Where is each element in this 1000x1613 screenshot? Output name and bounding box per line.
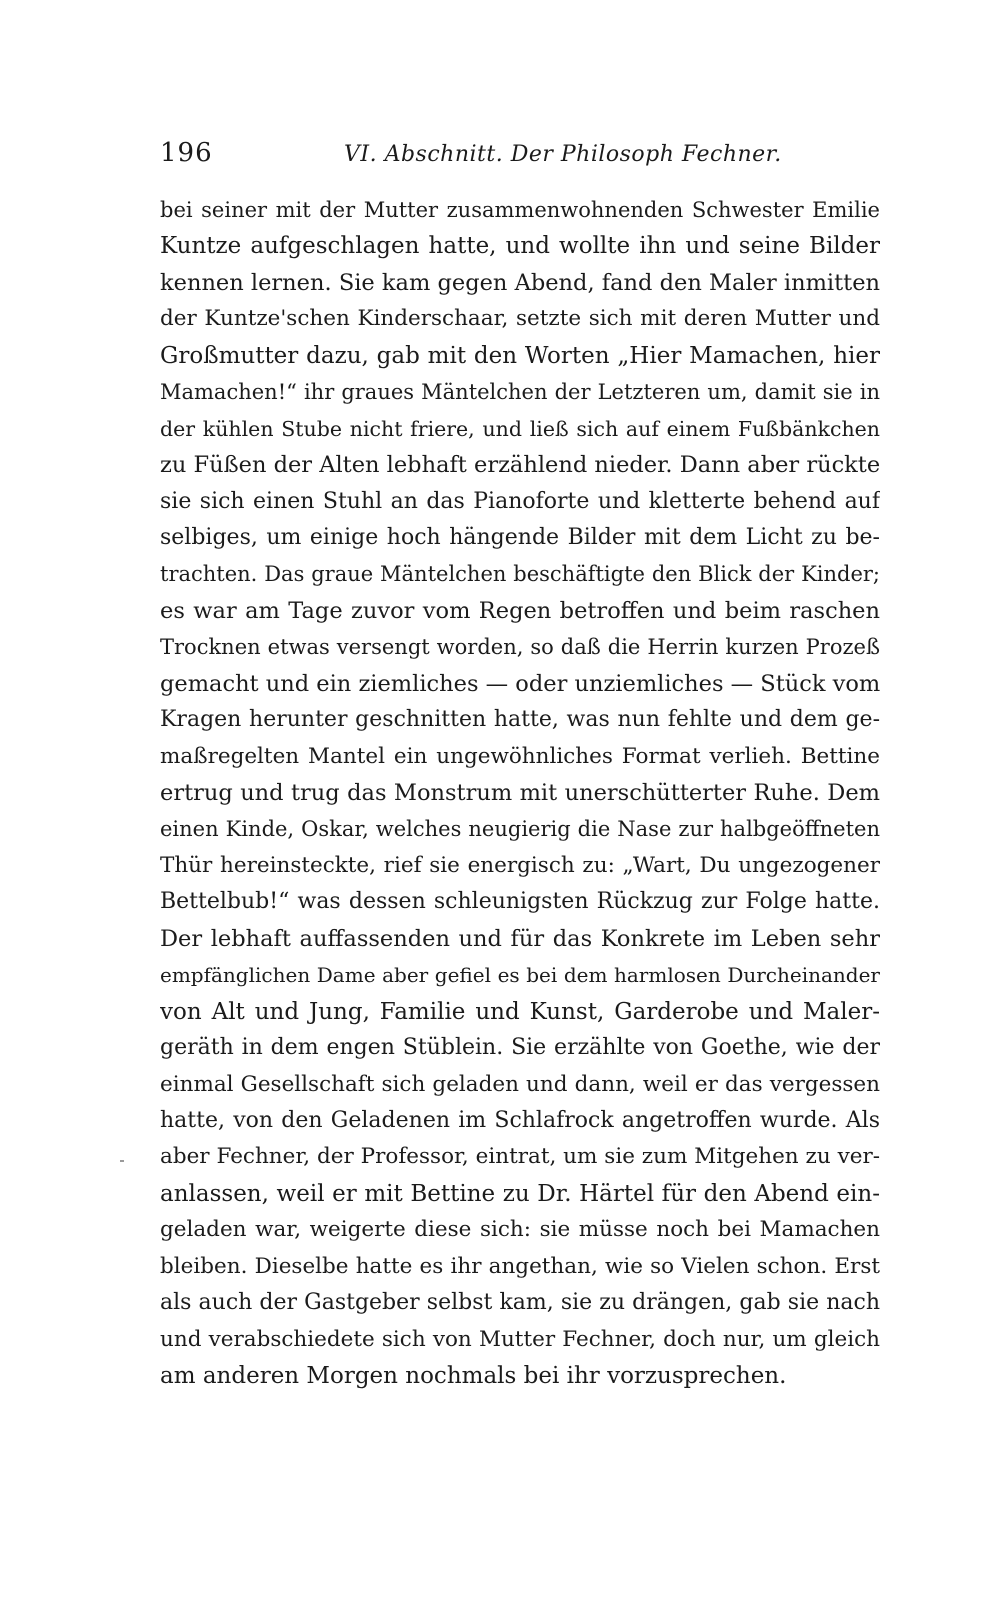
- text-line: es war am Tage zuvor vom Regen betroffen und beim raschen: [160, 597, 880, 624]
- text-line: empfänglichen Dame aber gefiel es bei dem harmlosen Durcheinander: [160, 963, 880, 988]
- text-line: Thür hereinsteckte, rief sie energisch zu: „Wart, Du ungezogener: [160, 852, 880, 878]
- page-header: [160, 138, 880, 178]
- text-line: hatte, von den Geladenen im Schlafrock angetroffen wurde. Als: [160, 1107, 880, 1133]
- text-line: trachten. Das graue Mäntelchen beschäftigte den Blick der Kinder;: [160, 562, 880, 587]
- text-line: maßregelten Mantel ein ungewöhnliches Format verlieh. Bettine: [160, 743, 880, 769]
- text-line: kennen lernen. Sie kam gegen Abend, fand den Maler inmitten: [160, 269, 880, 296]
- text-line: aber Fechner, der Professor, eintrat, um sie zum Mitgehen zu ver-: [160, 1144, 880, 1170]
- text-line: zu Füßen der Alten lebhaft erzählend nieder. Dann aber rückte: [160, 452, 880, 479]
- text-line: einen Kinde, Oskar, welches neugierig die Nase zur halbgeöffneten: [160, 817, 880, 842]
- text-line: bleiben. Dieselbe hatte es ihr angethan, wie so Vielen schon. Erst: [160, 1253, 880, 1279]
- text-line: und verabschiedete sich von Mutter Fechner, doch nur, um gleich: [160, 1326, 880, 1352]
- text-line: der kühlen Stube nicht friere, und ließ sich auf einem Fußbänkchen: [160, 416, 880, 441]
- margin-mark: [120, 1160, 124, 1162]
- running-head: VI. Abschnitt. Der Philosoph Fechner.: [344, 142, 782, 167]
- text-line: gemacht und ein ziemliches — oder unziemliches — Stück vom: [160, 670, 880, 697]
- text-line: selbiges, um einige hoch hängende Bilder mit dem Licht zu be-: [160, 524, 880, 550]
- text-line: der Kuntze'schen Kinderschaar, setzte sich mit deren Mutter und: [160, 306, 880, 332]
- text-line: Trocknen etwas versengt worden, so daß die Herrin kurzen Prozeß: [160, 635, 880, 660]
- text-line: geladen war, weigerte diese sich: sie müsse noch bei Mamachen: [160, 1217, 880, 1243]
- page-number: 196: [160, 138, 213, 168]
- text-line: Großmutter dazu, gab mit den Worten „Hier Mamachen, hier: [160, 342, 880, 369]
- text-line: Kuntze aufgeschlagen hatte, und wollte ihn und seine Bilder: [160, 233, 880, 260]
- text-line: Der lebhaft auffassenden und für das Konkrete im Leben sehr: [160, 925, 880, 952]
- text-line: Mamachen!“ ihr graues Mäntelchen der Letzteren um, damit sie in: [160, 380, 880, 405]
- text-line: anlassen, weil er mit Bettine zu Dr. Härtel für den Abend ein-: [160, 1180, 880, 1207]
- text-line: ertrug und trug das Monstrum mit unerschütterter Ruhe. Dem: [160, 780, 880, 806]
- text-line: geräth in dem engen Stüblein. Sie erzählte von Goethe, wie der: [160, 1035, 880, 1061]
- text-line: am anderen Morgen nochmals bei ihr vorzusprechen.: [160, 1363, 787, 1389]
- text-line: als auch der Gastgeber selbst kam, sie zu drängen, gab sie nach: [160, 1290, 880, 1316]
- text-line: Bettelbub!“ was dessen schleunigsten Rückzug zur Folge hatte.: [160, 889, 880, 915]
- text-line: Kragen herunter geschnitten hatte, was nun fehlte und dem ge-: [160, 707, 880, 733]
- body-text: [160, 192, 880, 1394]
- text-line: bei seiner mit der Mutter zusammenwohnenden Schwester Emilie: [160, 198, 880, 222]
- text-line: einmal Gesellschaft sich geladen und dann, weil er das vergessen: [160, 1071, 880, 1097]
- text-line: sie sich einen Stuhl an das Pianoforte und kletterte behend auf: [160, 488, 880, 514]
- text-line: von Alt und Jung, Familie und Kunst, Garderobe und Maler-: [160, 998, 880, 1025]
